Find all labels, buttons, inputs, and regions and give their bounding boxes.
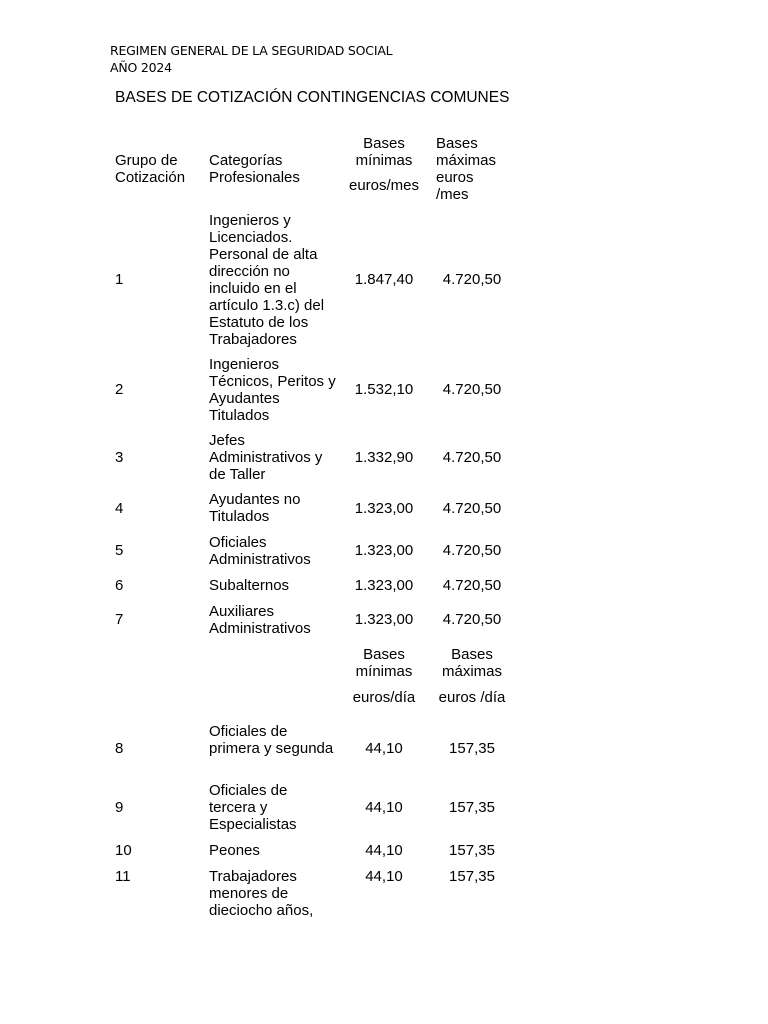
- column-header-category: Categorías Profesionales: [209, 152, 300, 186]
- row-max-base: 4.720,50: [442, 542, 502, 559]
- column-header-max: Bases máximas euros /mes: [436, 135, 497, 203]
- row-group-number: 1: [115, 271, 124, 288]
- row-category: Oficiales de tercera y Especialistas: [209, 782, 297, 833]
- header-year: AÑO 2024: [110, 60, 172, 75]
- row-max-base: 157,35: [449, 799, 495, 816]
- row-category: Subalternos: [209, 577, 290, 594]
- row-max-base: 4.720,50: [442, 611, 502, 628]
- row-category: Ayudantes no Titulados: [209, 491, 301, 525]
- row-category: Oficiales Administrativos: [209, 534, 311, 568]
- row-min-base: 44,10: [365, 740, 403, 757]
- row-min-base: 44,10: [365, 842, 403, 859]
- row-category: Ingenieros Técnicos, Peritos y Ayudantes Titulados: [209, 356, 336, 424]
- row-min-base: 44,10: [365, 868, 403, 885]
- row-group-number: 5: [115, 542, 124, 559]
- row-min-base: 1.532,10: [354, 381, 414, 398]
- row-category: Jefes Administrativos y de Taller: [209, 432, 323, 483]
- row-group-number: 9: [115, 799, 124, 816]
- header-regime: REGIMEN GENERAL DE LA SEGURIDAD SOCIAL: [110, 43, 393, 58]
- row-category: Peones: [209, 842, 260, 859]
- row-group-number: 3: [115, 449, 124, 466]
- row-group-number: 6: [115, 577, 124, 594]
- row-min-base: 1.323,00: [354, 542, 414, 559]
- row-max-base: 4.720,50: [442, 500, 502, 517]
- row-min-base: 1.323,00: [354, 611, 414, 628]
- row-max-base: 4.720,50: [442, 577, 502, 594]
- row-min-base: 1.323,00: [354, 500, 414, 517]
- row-group-number: 10: [115, 842, 132, 859]
- row-max-base: 4.720,50: [442, 271, 502, 288]
- row-max-base: 157,35: [449, 868, 495, 885]
- column-header-min: Bases mínimas: [355, 135, 413, 169]
- row-group-number: 8: [115, 740, 124, 757]
- row-group-number: 11: [115, 868, 131, 885]
- row-max-base: 4.720,50: [442, 449, 502, 466]
- row-min-base: 1.323,00: [354, 577, 414, 594]
- row-min-base: 1.332,90: [354, 449, 414, 466]
- row-category: Trabajadores menores de dieciocho años,: [209, 868, 314, 919]
- page-title: BASES DE COTIZACIÓN CONTINGENCIAS COMUNES: [115, 89, 510, 106]
- row-group-number: 4: [115, 500, 124, 517]
- row-max-base: 4.720,50: [442, 381, 502, 398]
- row-category: Auxiliares Administrativos: [209, 603, 311, 637]
- daily-header-min: Bases mínimas: [355, 646, 413, 680]
- row-category: Oficiales de primera y segunda: [209, 723, 334, 757]
- row-max-base: 157,35: [449, 740, 495, 757]
- row-min-base: 1.847,40: [354, 271, 414, 288]
- row-min-base: 44,10: [365, 799, 403, 816]
- row-group-number: 2: [115, 381, 124, 398]
- daily-header-max: Bases máximas: [441, 646, 502, 680]
- row-group-number: 7: [115, 611, 124, 628]
- row-max-base: 157,35: [449, 842, 495, 859]
- daily-header-min-unit: euros/día: [352, 689, 416, 706]
- daily-header-max-unit: euros /día: [438, 689, 506, 706]
- document-header: [110, 42, 392, 76]
- column-header-min-unit: euros/mes: [348, 177, 420, 194]
- row-category: Ingenieros y Licenciados. Personal de alta dirección no incluido en el artículo 1.3.c) del Estatuto de los Trabajadores: [209, 212, 325, 348]
- column-header-group: Grupo de Cotización: [115, 152, 186, 186]
